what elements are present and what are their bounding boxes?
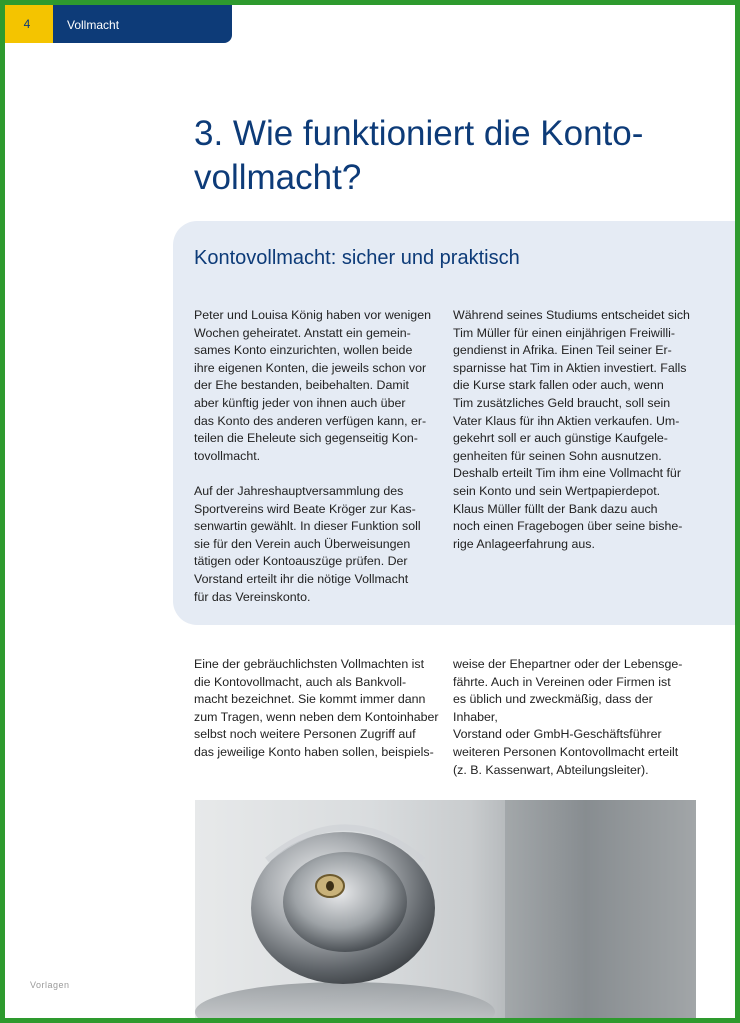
body-paragraph-2: weise der Ehepartner oder der Lebensge- fährte. Auch in Vereinen oder Firmen ist es üblich und zweckmäßig, dass der Inhaber, Vorstand oder GmbH-Geschäftsführer weiteren Personen Kontovollmacht erteilt (z. B. Kassenwart, Abteilungsleiter). <box>453 657 683 777</box>
padlock-illustration <box>195 800 696 1018</box>
example-paragraph-koenig: Peter und Louisa König haben vor wenigen Wochen geheiratet. Anstatt ein gemein- sames Konto einzurichten, wollen beide ihre eigenen Konten, die jeweils schon vor der Ehe bestanden, beibehalten. Damit aber künftig jeder von ihnen auch über das Konto des anderen verfügen kann, er- teilen die Eheleute sich gegenseitig Kon- tovollmacht. <box>194 308 431 463</box>
footer-watermark: Vorlagen <box>30 980 70 990</box>
chapter-title <box>194 112 714 200</box>
example-box-heading: Kontovollmacht: sicher und praktisch <box>194 247 520 269</box>
example-paragraph-mueller: Während seines Studiums entscheidet sich Tim Müller für einen einjährigen Freiwilli- gendienst in Afrika. Einen Teil seiner Er- sparnisse hat Tim in Aktien investiert. Falls die Kurse stark fallen oder auch, wenn Tim zusätzliches Geld braucht, soll sein Vater Klaus für ihn Aktien verkaufen. Um- gekehrt soll er auch günstige Kaufgele- genheiten für seinen Sohn ausnutzen. Deshalb erteilt Tim ihm eine Vollmacht für sein Konto und sein Wertpapierdepot. Klaus Müller füllt der Bank dazu auch noch einen Fragebogen über seine bishe- rige Anlageerfahrung aus. <box>453 308 690 551</box>
section-title: Vollmacht <box>67 18 120 32</box>
body-column-right <box>453 656 699 797</box>
page-header <box>5 5 232 43</box>
body-column-left <box>194 656 440 779</box>
padlock-photo <box>195 800 696 1018</box>
chapter-title-line-2: vollmacht? <box>194 158 362 197</box>
example-paragraph-kroeger: Auf der Jahreshauptversammlung des Sportvereins wird Beate Kröger zur Kas- senwartin gewählt. In dieser Funktion soll sie für den Verein auch Überweisungen tätigen oder Kontoauszüge prüfen. Der Vorstand erteilt ihr die nötige Vollmacht für das Vereinskonto. <box>194 483 421 604</box>
example-column-right <box>453 307 699 571</box>
page-number: 4 <box>5 5 53 43</box>
example-column-left <box>194 307 440 624</box>
body-paragraph-1: Eine der gebräuchlichsten Vollmachten ist die Kontovollmacht, auch als Bankvoll- macht bezeichnet. Sie kommt immer dann zum Tragen, wenn neben dem Kontoinhaber selbst noch weitere Personen Zugriff auf das jeweilige Konto haben sollen, beispiels- <box>194 657 439 759</box>
chapter-title-line-1: 3. Wie funktioniert die Konto- <box>194 114 644 153</box>
